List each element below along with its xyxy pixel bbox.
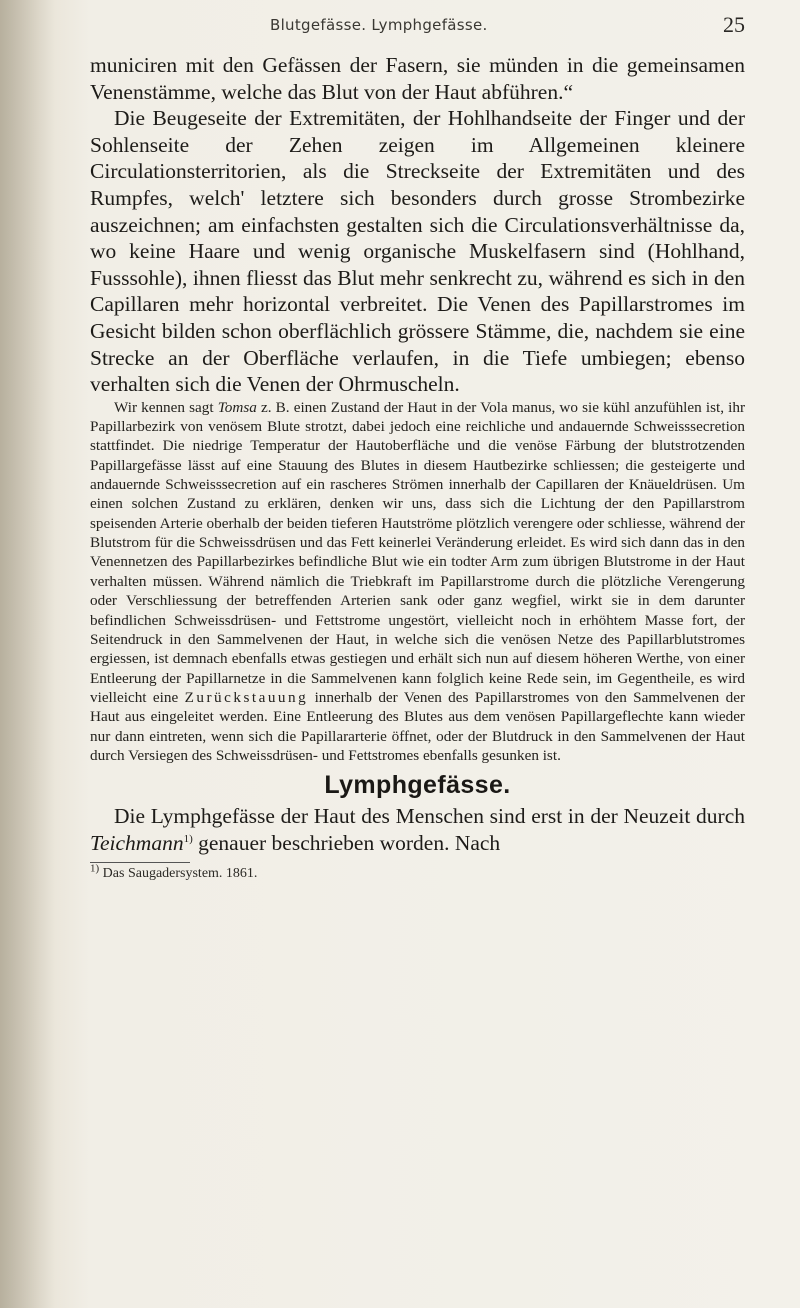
running-title: Blutgefässe. Lymphgefässe. xyxy=(270,16,488,34)
paragraph-circulation: Die Beugeseite der Extremitäten, der Hohlhandseite der Finger und der Sohlenseite der Zehen zeigen im Allgemeinen kleinere Circulationsterritorien, als die Streckseite der Extremitäten und des Rumpfes, welch' letztere sich besonders durch grosse Strombezirke auszeichnen; am einfachsten gestalten sich die Circulationsverhältnisse da, wo keine Haare und wenig organische Muskelfasern sind (Hohlhand, Fusssohle), ihnen fliesst das Blut mehr senkrecht zu, während es sich in den Capillaren mehr horizontal verbreitet. Die Venen des Papillarstromes im Gesicht bilden schon oberflächlich grössere Stämme, die, nachdem sie eine Strecke an der Oberfläche verlaufen, in die Tiefe umbiegen; ebenso verhalten sich die Venen der Ohrmuscheln. xyxy=(90,106,745,397)
page-number: 25 xyxy=(723,12,745,37)
footnote-mark: 1) xyxy=(90,862,100,875)
author-tomsa: Tomsa xyxy=(217,398,257,416)
running-head xyxy=(90,12,745,52)
small-text-start: Wir kennen sagt xyxy=(114,398,218,416)
paragraph-continuation: municiren mit den Gefässen der Fasern, sie münden in die gemeinsamen Venenstämme, welche das Blut von der Haut abführen.“ xyxy=(90,53,745,104)
footnote-reference: 1) xyxy=(183,832,193,845)
footnote xyxy=(90,862,745,883)
small-text-end: innerhalb der Venen des Papillarstromes von den Sammelvenen der Haut aus eingeleitet werden. Eine Entleerung des Blutes aus dem venösen Papillargeflechte kann wieder nur dann eintreten, wenn sich die Papillararterie öffnet, oder der Blutdruck in den Sammelvenen der Haut durch Versiegen des Schweissdrüsen- und Fettstromes ebenfalls gesunken ist. xyxy=(90,688,745,764)
page-spine-shadow xyxy=(0,0,55,1308)
author-teichmann: Teichmann xyxy=(90,830,184,855)
paragraph-lymph xyxy=(90,803,745,856)
small-text-middle: z. B. einen Zustand der Haut in der Vola manus, wo sie kühl anzufühlen ist, ihr Papillarbezirk von venösem Blute strotzt, dabei jedoch eine reichliche und andauernde Schweisssecretion stattfindet. Die niedrige Temperatur der Hautoberfläche und die venöse Färbung der blutstrotzenden Papillargefässe lässt auf eine Stauung des Blutes in diesem Hautbezirke schliessen; die gesteigerte und andauernde Schweisssecretion auf ein rascheres Strömen innerhalb der Capillaren der Knäueldrüsen. Um einen solchen Zustand zu erklären, denken wir uns, dass sich die Lichtung der den Papillarstrom speisenden Arterie oberhalb der beiden tieferen Hautströme plötzlich verengere oder schliesse, während der Blutstrom für die Schweissdrüsen und das Fett keinerlei Veränderung erleidet. Es wird sich dann das in den Venennetzen des Papillarbezirkes befindliche Blut wie ein todter Arm zum übrigen Blutstrome in der Haut verhalten müssen. Während nämlich die Triebkraft im Papillarstrome durch die plötzliche Verengerung oder Verschliessung der betreffenden Arterien sank oder ganz wegfiel, wirkt sie in dem darunter befindlichen Schweissdrüsen- und Fettstrome ungestört, vielleicht noch in erhöhtem Masse fort, der Seitendruck in den Sammelvenen der Haut, in welche sich die venösen Netze des Papillarblutstromes ergiessen, ist demnach ebenfalls etwas gestiegen und erhält sich nun auf diesem höheren Werthe, von einer Entleerung der Papillarnetze in die Sammelvenen kann folglich keine Rede sein, im Gegentheile, es wird vielleicht eine xyxy=(90,398,745,706)
book-page xyxy=(90,12,745,883)
lymph-text-start: Die Lymphgefässe der Haut des Menschen sind erst in der Neuzeit durch xyxy=(114,804,745,829)
spaced-word: Zurückstauung xyxy=(184,688,309,706)
section-heading: Lymphgefässe. xyxy=(324,771,511,800)
lymph-text-end: genauer beschrieben worden. Nach xyxy=(192,830,501,855)
footnote-text: Das Saugadersystem. 1861. xyxy=(102,866,258,882)
small-print-paragraph xyxy=(90,398,745,766)
footnote-rule xyxy=(90,862,190,863)
